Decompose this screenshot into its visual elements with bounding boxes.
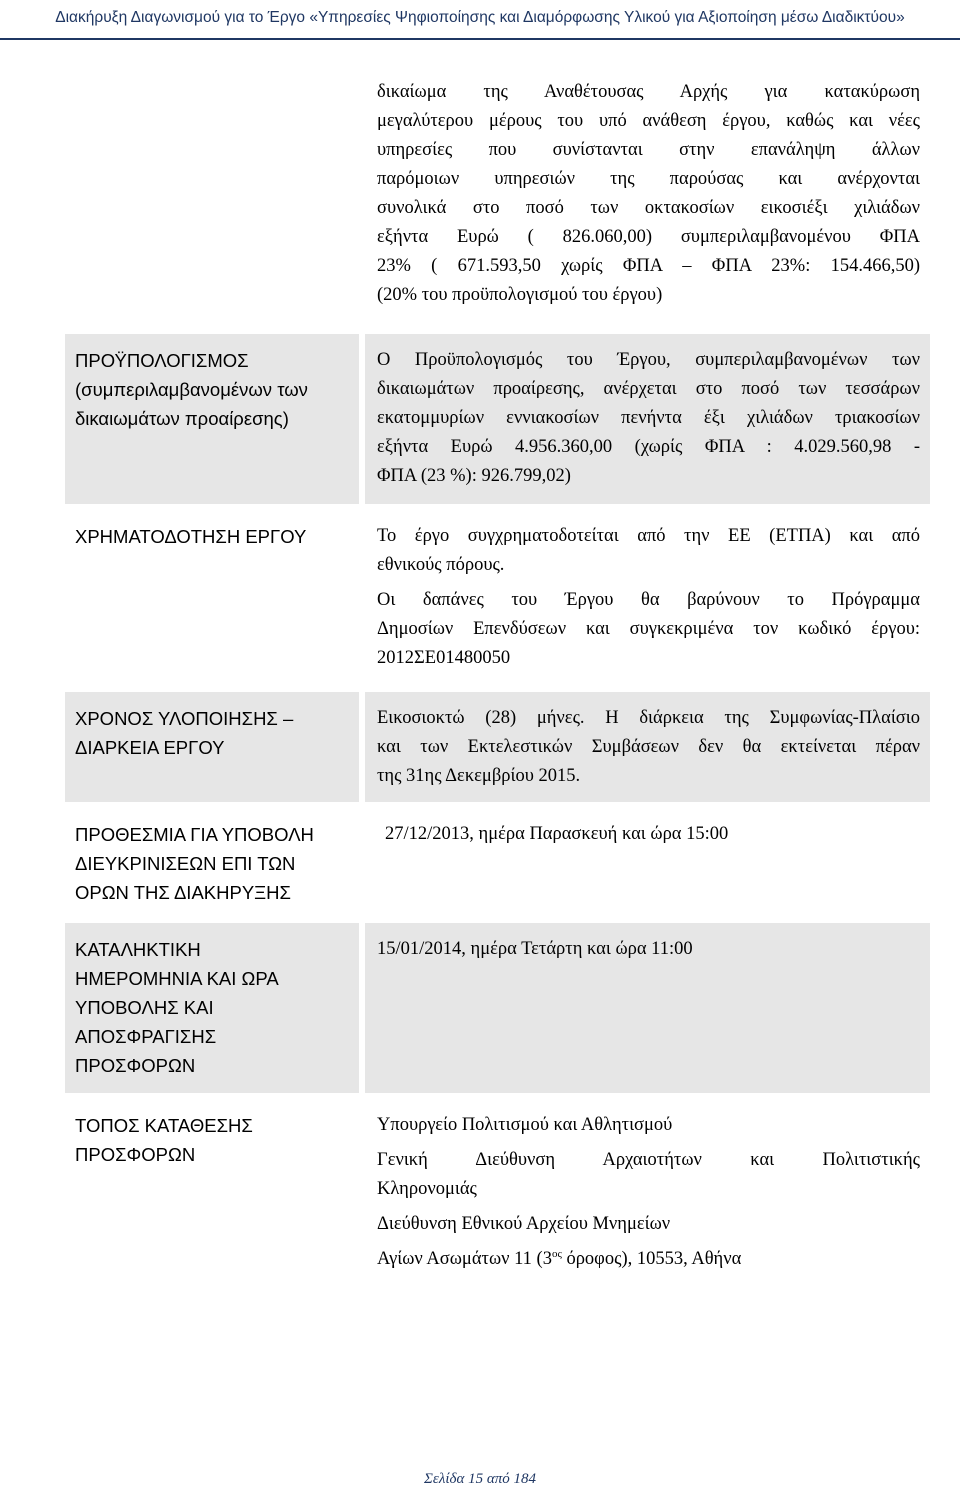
label-line: ΔΙΕΥΚΡΙΝΙΣΕΩΝ ΕΠΙ ΤΩΝ bbox=[75, 853, 296, 874]
label-line: ΧΡΟΝΟΣ ΥΛΟΠΟΙΗΣΗΣ – bbox=[75, 708, 294, 729]
text-line: και των Εκτελεστικών Συμβάσεων δεν θα εκτείνεται πέραν bbox=[377, 737, 920, 757]
label-line: (συμπεριλαμβανομένων των bbox=[75, 379, 308, 400]
label-line: ΤΟΠΟΣ ΚΑΤΑΘΕΣΗΣ bbox=[75, 1115, 253, 1136]
text-line: παρόμοιων υπηρεσιών της παρούσας και ανέρχονται bbox=[377, 169, 920, 189]
text-line: δικαίωμα της Αναθέτουσας Αρχής για κατακύρωση bbox=[377, 82, 920, 102]
text-line: της 31ης Δεκεμβρίου 2015. bbox=[377, 766, 581, 786]
continuation-text bbox=[365, 66, 930, 320]
duration-label bbox=[65, 692, 365, 802]
ministry-text: Υπουργείο Πολιτισμού και Αθλητισμού bbox=[377, 1115, 673, 1135]
text-line: Κληρονομιάς bbox=[377, 1179, 477, 1199]
text-line: Δημοσίων Επενδύσεων και συγκεκριμένα τον κωδικό έργου: bbox=[377, 619, 920, 639]
text-line: ΦΠΑ (23 %): 926.799,02) bbox=[377, 466, 571, 486]
budget-value bbox=[365, 334, 930, 504]
location-row bbox=[65, 1099, 930, 1284]
label-line: ΑΠΟΣΦΡΑΓΙΣΗΣ bbox=[75, 1026, 217, 1047]
clarifications-row bbox=[65, 808, 930, 917]
text-line: εκατομμυρίων εννιακοσίων πενήντα έξι χιλιάδων τριακοσίων bbox=[377, 408, 920, 428]
text-line: Οι δαπάνες του Έργου θα βαρύνουν το Πρόγραμμα bbox=[377, 590, 920, 610]
document-header: Διακήρυξη Διαγωνισμού για το Έργο «Υπηρεσίες Ψηφιοποίησης και Διαμόρφωσης Υλικού για Αξιοποίηση μέσω Διαδικτύου» bbox=[0, 0, 960, 40]
label-line: ΠΡΟΘΕΣΜΙΑ ΓΙΑ ΥΠΟΒΟΛΗ bbox=[75, 824, 314, 845]
page-number: Σελίδα 15 από 184 bbox=[424, 1471, 536, 1487]
empty-label-cell bbox=[65, 66, 365, 320]
text-line: δικαιωμάτων προαίρεσης, ανέρχεται στο ποσό των τεσσάρων bbox=[377, 379, 920, 399]
continuation-row bbox=[65, 66, 930, 320]
text-line: Ο Προϋπολογισμός του Έργου, συμπεριλαμβανομένων των bbox=[377, 350, 920, 370]
archive-text: Διεύθυνση Εθνικού Αρχείου Μνημείων bbox=[377, 1214, 671, 1234]
label-line: ΠΡΟΣΦΟΡΩΝ bbox=[75, 1055, 196, 1076]
funding-row bbox=[65, 510, 930, 686]
duration-row bbox=[65, 692, 930, 802]
text-line: (20% του προϋπολογισμού του έργου) bbox=[377, 285, 663, 305]
clarifications-value: 27/12/2013, ημέρα Παρασκευή και ώρα 15:00 bbox=[385, 824, 729, 844]
label-line: ΟΡΩΝ ΤΗΣ ΔΙΑΚΗΡΥΞΗΣ bbox=[75, 882, 291, 903]
text-line: Γενική Διεύθυνση Αρχαιοτήτων και Πολιτιστικής bbox=[377, 1150, 920, 1170]
text-line: εξήντα Ευρώ ( 826.060,00) συμπεριλαμβανομένου ΦΠΑ bbox=[377, 227, 920, 247]
label-line: ΠΡΟΣΦΟΡΩΝ bbox=[75, 1144, 196, 1165]
funding-paragraph bbox=[377, 586, 920, 673]
funding-value bbox=[365, 510, 930, 686]
funding-label: ΧΡΗΜΑΤΟΔΟΤΗΣΗ ΕΡΓΟΥ bbox=[65, 510, 365, 686]
document-table bbox=[65, 66, 930, 1284]
address-text bbox=[377, 1245, 920, 1274]
budget-row bbox=[65, 334, 930, 504]
location-value bbox=[365, 1099, 930, 1284]
directorate-text bbox=[377, 1146, 920, 1204]
deadline-value: 15/01/2014, ημέρα Τετάρτη και ώρα 11:00 bbox=[365, 923, 930, 1093]
label-line: δικαιωμάτων προαίρεσης) bbox=[75, 408, 289, 429]
text-line: μεγαλύτερου μέρους του υπό ανάθεση έργου, καθώς και νέες bbox=[377, 111, 920, 131]
text-line: Το έργο συγχρηματοδοτείται από την ΕΕ (ΕΤΠΑ) και από bbox=[377, 526, 920, 546]
text-line: Εικοσιοκτώ (28) μήνες. Η διάρκεια της Συμφωνίας-Πλαίσιο bbox=[377, 708, 920, 728]
text-line: υπηρεσίες που συνίστανται στην επανάληψη άλλων bbox=[377, 140, 920, 160]
location-label bbox=[65, 1099, 365, 1284]
text-line: 2012ΣΕ01480050 bbox=[377, 648, 511, 668]
address-superscript: ος bbox=[551, 1247, 562, 1260]
label-line: ΔΙΑΡΚΕΙΑ ΕΡΓΟΥ bbox=[75, 737, 225, 758]
duration-value bbox=[365, 692, 930, 802]
text-line: εξήντα Ευρώ 4.956.360,00 (χωρίς ΦΠΑ : 4.029.560,98 - bbox=[377, 437, 920, 457]
address-part: Αγίων Ασωμάτων 11 (3 bbox=[377, 1249, 552, 1269]
label-line: ΠΡΟΫΠΟΛΟΓΙΣΜΟΣ bbox=[75, 350, 249, 371]
label-line: ΥΠΟΒΟΛΗΣ ΚΑΙ bbox=[75, 997, 214, 1018]
label-line: ΗΜΕΡΟΜΗΝΙΑ ΚΑΙ ΩΡΑ bbox=[75, 968, 279, 989]
budget-label bbox=[65, 334, 365, 504]
text-line: 23% ( 671.593,50 χωρίς ΦΠΑ – ΦΠΑ 23%: 154.466,50) bbox=[377, 256, 920, 276]
deadline-label bbox=[65, 923, 365, 1093]
funding-paragraph bbox=[377, 522, 920, 580]
text-line: συνολικά στο ποσό των οκτακοσίων εικοσιέξι χιλιάδων bbox=[377, 198, 920, 218]
label-line: ΚΑΤΑΛΗΚΤΙΚΗ bbox=[75, 939, 201, 960]
address-part: όροφος), 10553, Αθήνα bbox=[561, 1249, 742, 1269]
deadline-row bbox=[65, 923, 930, 1093]
clarifications-label bbox=[65, 808, 365, 917]
text-line: εθνικούς πόρους. bbox=[377, 555, 505, 575]
